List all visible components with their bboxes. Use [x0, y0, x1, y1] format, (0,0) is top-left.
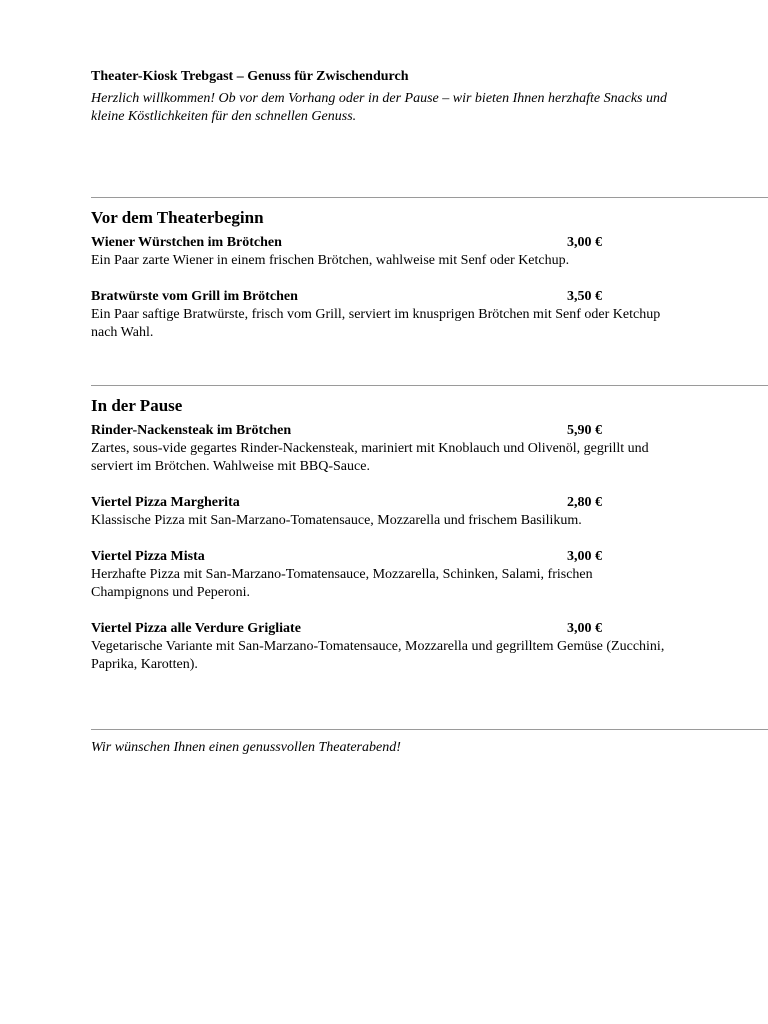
item-description: Vegetarische Variante mit San-Marzano-Tomatensauce, Mozzarella und gegrilltem Gemüse (Zucchini, Paprika, Karotten). — [91, 639, 665, 672]
item-price: 3,50 € — [567, 289, 602, 304]
item-name: Viertel Pizza Mista — [91, 549, 205, 564]
item-price: 3,00 € — [567, 621, 602, 636]
menu-title: Theater-Kiosk Trebgast – Genuss für Zwischendurch — [91, 69, 409, 84]
menu-item — [91, 548, 711, 602]
menu-header — [91, 68, 731, 126]
menu-item — [91, 620, 711, 674]
item-description: Ein Paar saftige Bratwürste, frisch vom Grill, serviert im knusprigen Brötchen mit Senf oder Ketchup nach Wahl. — [91, 307, 661, 340]
section-heading: In der Pause — [91, 396, 183, 415]
item-description: Ein Paar zarte Wiener in einem frischen Brötchen, wahlweise mit Senf oder Ketchup. — [91, 253, 570, 268]
item-price: 5,90 € — [567, 423, 602, 438]
item-price: 3,00 € — [567, 235, 602, 250]
item-name: Bratwürste vom Grill im Brötchen — [91, 289, 298, 304]
menu-item — [91, 234, 711, 270]
item-name: Wiener Würstchen im Brötchen — [91, 235, 282, 250]
section-intermission — [91, 396, 711, 692]
item-name: Viertel Pizza Margherita — [91, 495, 240, 510]
closing-text: Wir wünschen Ihnen einen genussvollen Theaterabend! — [91, 740, 401, 755]
item-price: 3,00 € — [567, 549, 602, 564]
menu-item — [91, 288, 711, 342]
section-divider — [91, 729, 768, 730]
item-name: Rinder-Nackensteak im Brötchen — [91, 423, 292, 438]
section-divider — [91, 197, 768, 198]
item-price: 2,80 € — [567, 495, 602, 510]
item-description: Zartes, sous-vide gegartes Rinder-Nackensteak, mariniert mit Knoblauch und Olivenöl, gegrillt und serviert im Brötchen. Wahlweise mit BBQ-Sauce. — [91, 441, 649, 474]
section-divider — [91, 385, 768, 386]
item-description: Herzhafte Pizza mit San-Marzano-Tomatensauce, Mozzarella, Schinken, Salami, frischen Champignons und Peperoni. — [91, 567, 593, 600]
item-description: Klassische Pizza mit San-Marzano-Tomatensauce, Mozzarella und frischem Basilikum. — [91, 513, 582, 528]
section-heading: Vor dem Theaterbeginn — [91, 208, 264, 227]
welcome-text: Herzlich willkommen! Ob vor dem Vorhang oder in der Pause – wir bieten Ihnen herzhafte Snacks und kleine Köstlichkeiten für den schnellen Genuss. — [91, 91, 667, 124]
item-name: Viertel Pizza alle Verdure Grigliate — [91, 621, 301, 636]
menu-item — [91, 494, 711, 530]
section-before-performance — [91, 208, 711, 360]
menu-item — [91, 422, 711, 476]
